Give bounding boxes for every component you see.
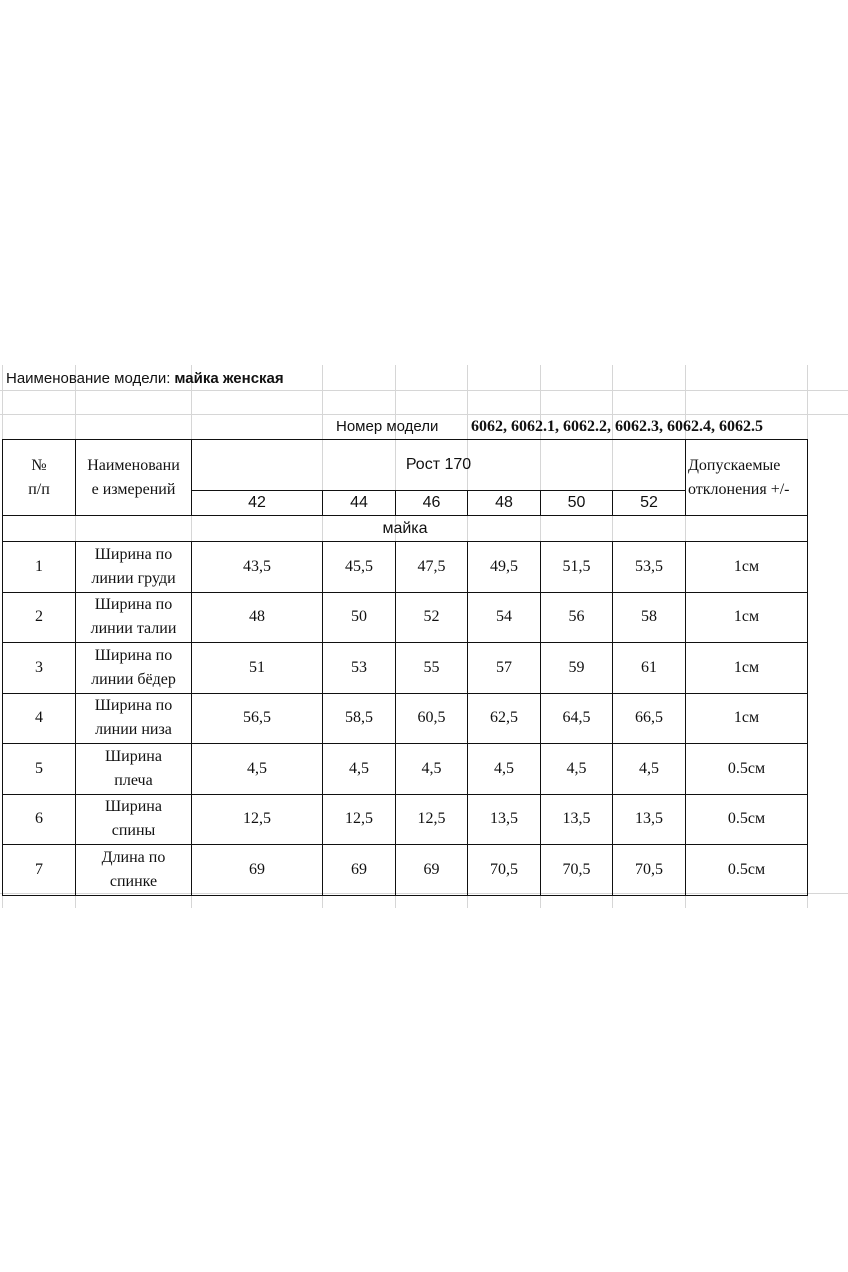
- measurement-value: 13,5: [468, 794, 541, 845]
- model-number-label: Номер модели: [336, 418, 439, 435]
- measurement-value: 51: [192, 643, 323, 694]
- measurement-value: 43,5: [192, 542, 323, 593]
- row-number: 3: [3, 643, 76, 694]
- measurement-name: Ширина по линии бёдер: [76, 643, 192, 694]
- measurement-value: 56: [541, 592, 613, 643]
- row-number: 4: [3, 693, 76, 744]
- measurement-value: 12,5: [396, 794, 468, 845]
- size-header-cell: 50: [541, 491, 613, 516]
- measurement-value: 4,5: [323, 744, 396, 795]
- header-row: [3, 440, 808, 491]
- tolerance-value: 0.5см: [686, 744, 808, 795]
- measurement-value: 50: [323, 592, 396, 643]
- size-header-cell: 42: [192, 491, 323, 516]
- table-row: [3, 643, 808, 694]
- table-row: [3, 542, 808, 593]
- measurement-name: Ширина плеча: [76, 744, 192, 795]
- row-number: 6: [3, 794, 76, 845]
- measurement-value: 61: [613, 643, 686, 694]
- measurement-value: 49,5: [468, 542, 541, 593]
- size-header-cell: 48: [468, 491, 541, 516]
- measurement-value: 60,5: [396, 693, 468, 744]
- model-name-value: майка женская: [174, 370, 284, 387]
- section-row: [3, 516, 808, 542]
- measurement-name: Ширина по линии низа: [76, 693, 192, 744]
- col-name-header: Наименовани е измерений: [76, 440, 192, 516]
- measurement-value: 55: [396, 643, 468, 694]
- tolerance-value: 1см: [686, 693, 808, 744]
- table-row: [3, 693, 808, 744]
- model-name-label: Наименование модели:: [6, 370, 171, 387]
- tolerance-value: 1см: [686, 643, 808, 694]
- table-row: [3, 592, 808, 643]
- measurement-value: 51,5: [541, 542, 613, 593]
- row-number: 7: [3, 845, 76, 896]
- measurement-value: 13,5: [613, 794, 686, 845]
- measurement-value: 4,5: [468, 744, 541, 795]
- model-number-value: 6062, 6062.1, 6062.2, 6062.3, 6062.4, 6062.5: [471, 418, 763, 435]
- measurement-value: 4,5: [396, 744, 468, 795]
- row-number: 1: [3, 542, 76, 593]
- measurement-value: 69: [323, 845, 396, 896]
- measurement-value: 57: [468, 643, 541, 694]
- section-label: майка: [3, 516, 808, 542]
- tolerance-value: 0.5см: [686, 845, 808, 896]
- measurement-value: 69: [396, 845, 468, 896]
- tolerance-value: 1см: [686, 592, 808, 643]
- size-header-cell: 52: [613, 491, 686, 516]
- measurement-value: 58: [613, 592, 686, 643]
- measurement-value: 4,5: [541, 744, 613, 795]
- measurement-value: 59: [541, 643, 613, 694]
- model-name-line: [6, 367, 284, 391]
- size-table: [2, 439, 808, 896]
- measurement-value: 4,5: [613, 744, 686, 795]
- measurement-name: Длина по спинке: [76, 845, 192, 896]
- measurement-value: 56,5: [192, 693, 323, 744]
- measurement-value: 54: [468, 592, 541, 643]
- measurement-value: 12,5: [323, 794, 396, 845]
- row-number: 2: [3, 592, 76, 643]
- measurement-value: 58,5: [323, 693, 396, 744]
- measurement-value: 53: [323, 643, 396, 694]
- measurement-name: Ширина по линии талии: [76, 592, 192, 643]
- measurement-name: Ширина по линии груди: [76, 542, 192, 593]
- measurement-name: Ширина спины: [76, 794, 192, 845]
- table-row: [3, 744, 808, 795]
- measurement-value: 69: [192, 845, 323, 896]
- height-header: Рост 170: [192, 440, 686, 491]
- measurement-value: 53,5: [613, 542, 686, 593]
- measurement-value: 47,5: [396, 542, 468, 593]
- measurement-value: 70,5: [613, 845, 686, 896]
- tolerance-header: Допускаемые отклонения +/-: [686, 440, 808, 516]
- measurement-rows: [3, 542, 808, 896]
- row-number: 5: [3, 744, 76, 795]
- measurement-value: 64,5: [541, 693, 613, 744]
- measurement-value: 62,5: [468, 693, 541, 744]
- tolerance-value: 1см: [686, 542, 808, 593]
- measurement-value: 4,5: [192, 744, 323, 795]
- measurement-value: 48: [192, 592, 323, 643]
- col-num-header: № п/п: [3, 440, 76, 516]
- measurement-value: 70,5: [468, 845, 541, 896]
- measurement-value: 52: [396, 592, 468, 643]
- table-row: [3, 794, 808, 845]
- table-row: [3, 845, 808, 896]
- spreadsheet-area: [0, 365, 848, 908]
- measurement-value: 45,5: [323, 542, 396, 593]
- measurement-value: 70,5: [541, 845, 613, 896]
- measurement-value: 12,5: [192, 794, 323, 845]
- size-header-cell: 44: [323, 491, 396, 516]
- measurement-value: 13,5: [541, 794, 613, 845]
- measurement-value: 66,5: [613, 693, 686, 744]
- size-header-cell: 46: [396, 491, 468, 516]
- tolerance-value: 0.5см: [686, 794, 808, 845]
